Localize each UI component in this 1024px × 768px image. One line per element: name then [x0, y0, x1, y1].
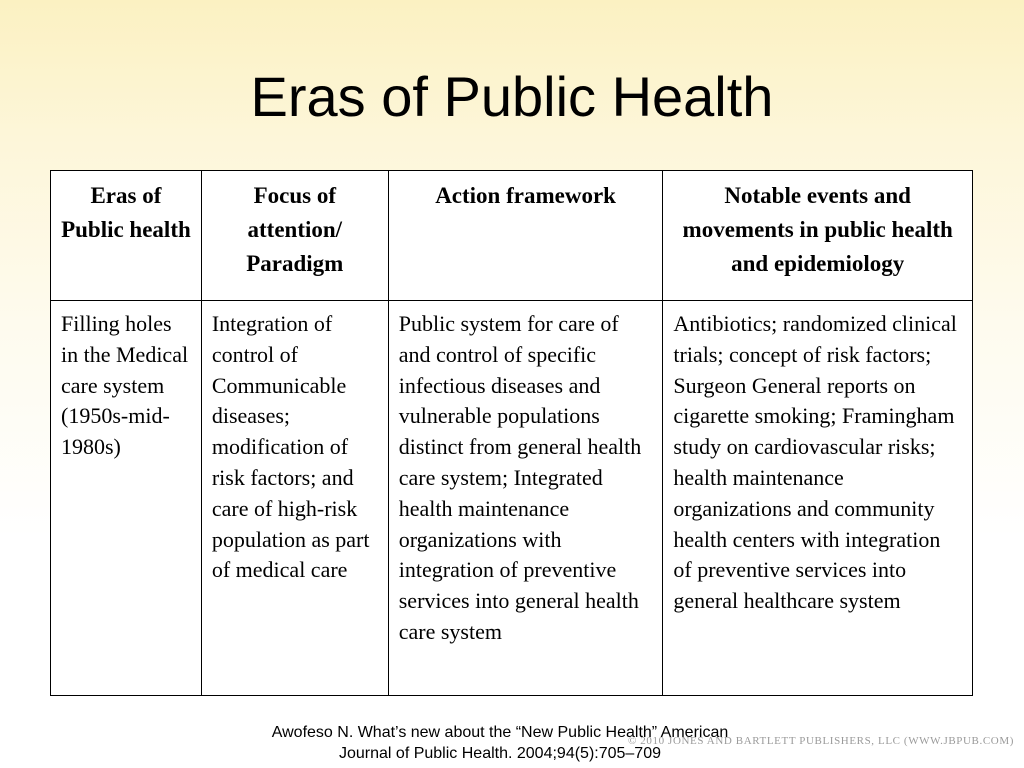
table-row	[51, 301, 973, 696]
eras-table	[50, 170, 973, 696]
column-header-eras: Eras of Public health	[51, 171, 202, 301]
table-cell-focus: Integration of control of Communicable diseases; modification of risk factors; and care of high-risk population as part of medical care	[201, 301, 388, 696]
citation-line-2: Journal of Public Health. 2004;94(5):705–709	[339, 745, 661, 762]
column-header-notable-events: Notable events and movements in public health and epidemiology	[663, 171, 973, 301]
copyright-watermark: © 2010 JONES AND BARTLETT PUBLISHERS, LLC (WWW.JBPUB.COM)	[628, 735, 1014, 747]
column-header-focus: Focus of attention/ Paradigm	[201, 171, 388, 301]
slide-title: Eras of Public Health	[250, 65, 774, 128]
table-header-row	[51, 171, 973, 301]
table-cell-era: Filling holes in the Medical care system (1950s-mid-1980s)	[51, 301, 202, 696]
column-header-action-framework: Action framework	[388, 171, 663, 301]
citation-line-1: Awofeso N. What’s new about the “New Public Health” American	[271, 724, 729, 741]
table-cell-action-framework: Public system for care of and control of specific infectious diseases and vulnerable populations distinct from general health care system; Integrated health maintenance organizations with integration of preventive services into general health care system	[388, 301, 663, 696]
table-cell-notable-events: Antibiotics; randomized clinical trials; concept of risk factors; Surgeon General reports on cigarette smoking; Framingham study on cardiovascular risks; health maintenance organizations and community health centers with integration of preventive services into general healthcare system	[663, 301, 973, 696]
